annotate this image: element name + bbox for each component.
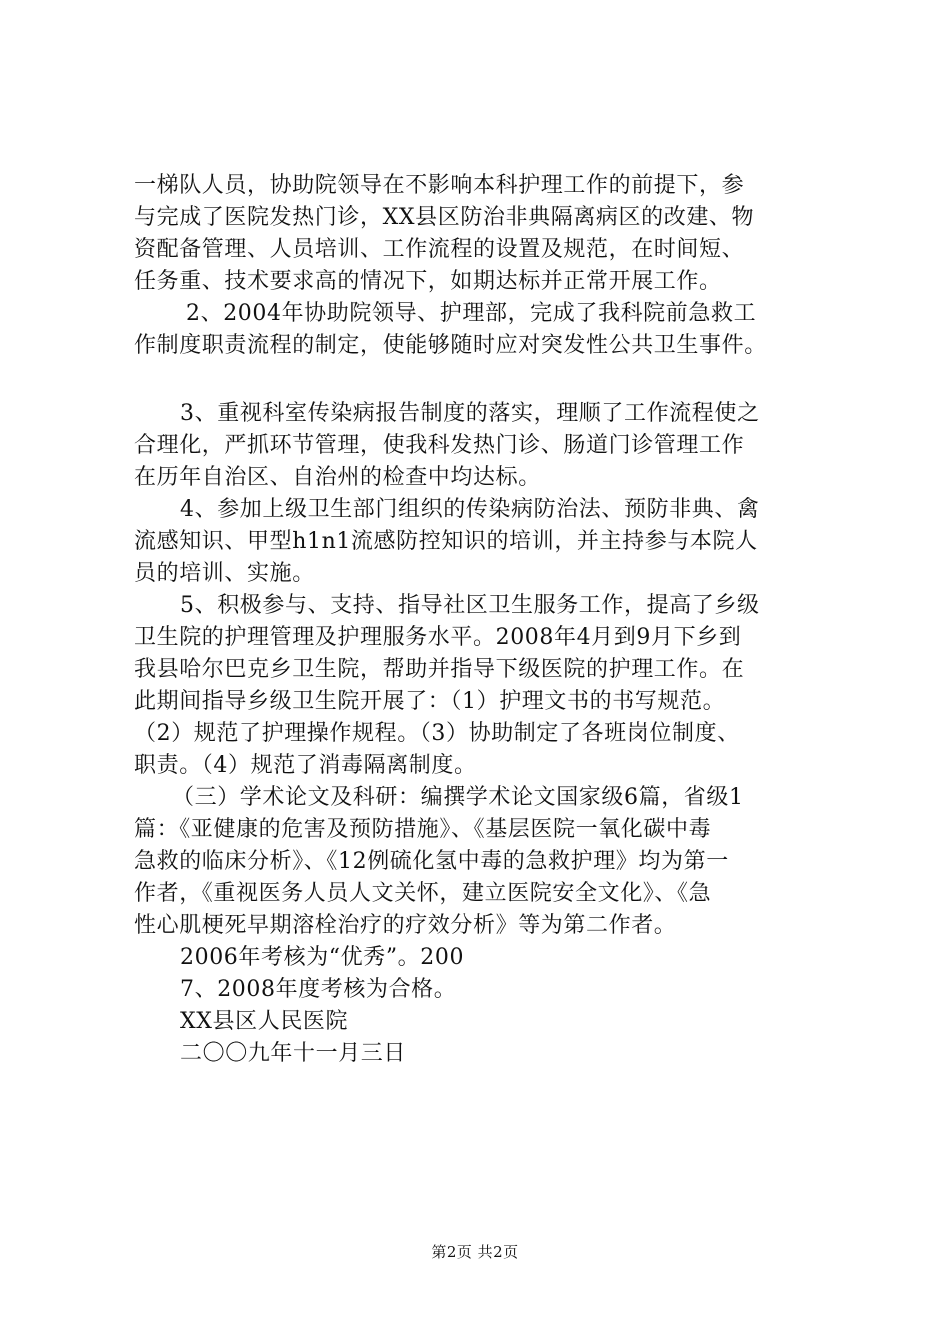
paragraph-gap: [134, 362, 834, 398]
text-line: 合理化，严抓环节管理，使我科发热门诊、肠道门诊管理工作: [134, 433, 745, 458]
text-line: 5、积极参与、支持、指导社区卫生服务工作，提高了乡级: [180, 593, 760, 618]
page-footer: 第2页 共2页: [431, 1243, 519, 1261]
text-line: 在历年自治区、自治州的检查中均达标。: [134, 465, 541, 490]
text-line: 此期间指导乡级卫生院开展了：（1）护理文书的书写规范。: [134, 689, 726, 714]
text-line: 3、重视科室传染病报告制度的落实，理顺了工作流程使之: [180, 401, 760, 426]
text-line: 资配备管理、人员培训、工作流程的设置及规范，在时间短、: [134, 237, 745, 262]
text-line: 性心肌梗死早期溶栓治疗的疗效分析》等为第二作者。: [134, 913, 677, 938]
text-line: 与完成了医院发热门诊，XX县区防治非典隔离病区的改建、物: [134, 205, 755, 230]
signature-organization: XX县区人民医院: [180, 1009, 349, 1034]
closing-block: [134, 942, 834, 1070]
text-line: 任务重、技术要求高的情况下，如期达标并正常开展工作。: [134, 269, 722, 294]
paragraph-item-4: [134, 494, 834, 590]
text-line: 卫生院的护理管理及护理服务水平。2008年4月到9月下乡到: [134, 625, 742, 650]
text-line: 2、2004年协助院领导、护理部，完成了我科院前急救工: [186, 301, 757, 326]
assessment-line: 7、2008年度考核为合格。: [180, 977, 457, 1002]
text-line: 员的培训、实施。: [134, 561, 315, 586]
text-line: 一梯队人员，协助院领导在不影响本科护理工作的前提下，参: [134, 173, 745, 198]
text-line: 急救的临床分析》、《12例硫化氢中毒的急救护理》均为第一: [134, 849, 729, 874]
text-line: 流感知识、甲型h1n1流感防控知识的培训，并主持参与本院人: [134, 529, 758, 554]
text-line: 篇：《亚健康的危害及预防措施》、《基层医院一氧化碳中毒: [134, 817, 712, 842]
text-line: 作制度职责流程的制定，使能够随时应对突发性公共卫生事件。: [134, 333, 767, 358]
text-line: （三）学术论文及科研：编撰学术论文国家级6篇，省级1: [172, 785, 744, 810]
paragraph-continuation: [134, 170, 834, 298]
signature-date: 二〇〇九年十一月三日: [180, 1041, 407, 1066]
paragraph-item-3: [134, 398, 834, 494]
text-line: 职责。（4）规范了消毒隔离制度。: [134, 753, 477, 778]
assessment-line: 2006年考核为“优秀”。200: [180, 945, 465, 970]
paragraph-item-5: [134, 590, 834, 782]
text-line: 4、参加上级卫生部门组织的传染病防治法、预防非典、禽: [180, 497, 760, 522]
text-line: 我县哈尔巴克乡卫生院，帮助并指导下级医院的护理工作。在: [134, 657, 745, 682]
text-line: （2）规范了护理操作规程。（3）协助制定了各班岗位制度、: [134, 721, 740, 746]
paragraph-item-2: [134, 298, 834, 362]
document-body: [134, 170, 834, 1070]
text-line: 作者，《重视医务人员人文关怀，建立医院安全文化》、《急: [134, 881, 712, 906]
paragraph-academic: [134, 782, 834, 942]
